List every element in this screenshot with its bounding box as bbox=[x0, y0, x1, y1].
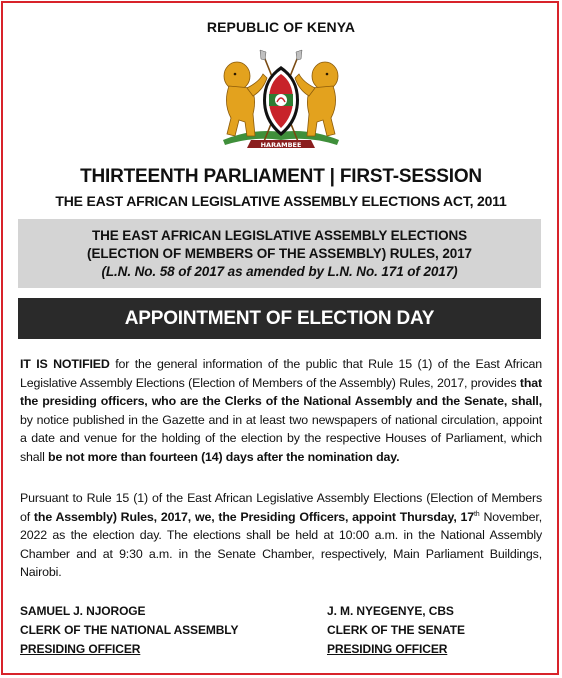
notice-paragraph-2 bbox=[20, 489, 542, 582]
signatory-left-title: CLERK OF THE NATIONAL ASSEMBLY bbox=[20, 623, 239, 637]
signatory-left-role: PRESIDING OFFICER bbox=[20, 642, 141, 656]
p1-text-1: for the general information of the public that Rule 15 (1) of the East African Legislative Assembly Elections (Election of Members of the Assembly) Rules, 2017, provides bbox=[20, 357, 542, 390]
p2-superscript: th bbox=[474, 510, 480, 518]
p2-text-1: Pursuant to Rule 15 (1) of the East African Legislative Assembly Elections (Election of Members of bbox=[20, 491, 542, 524]
signatory-right-role: PRESIDING OFFICER bbox=[327, 642, 448, 656]
rules-box bbox=[18, 219, 541, 288]
p2-text-2: November, 2022 as the election day. The elections shall be held at 10:00 a.m. in the National Assembly Chamber and at 9:30 a.m. in the Senate Chamber, respectively, Main Parliament Buildings, Nairobi. bbox=[20, 509, 543, 580]
signatory-left bbox=[20, 602, 238, 659]
p1-bold-1: that the presiding officers, who are the Clerks of the National Assembly and the Senate, shall, bbox=[20, 375, 542, 409]
notified-lead: IT IS NOTIFIED bbox=[20, 357, 110, 371]
notice-title: APPOINTMENT OF ELECTION DAY bbox=[18, 298, 541, 339]
rules-line-1: THE EAST AFRICAN LEGISLATIVE ASSEMBLY ELECTIONS bbox=[91, 228, 468, 243]
act-title: THE EAST AFRICAN LEGISLATIVE ASSEMBLY ELECTIONS ACT, 2011 bbox=[55, 193, 507, 209]
republic-heading: REPUBLIC OF KENYA bbox=[206, 19, 356, 35]
rules-line-2: (ELECTION OF MEMBERS OF THE ASSEMBLY) RULES, 2017 bbox=[87, 246, 472, 261]
p1-text-2: by notice published in the Gazette and in at least two newspapers of national circulation, appoint a date and venue for the holding of the election by the respective Houses of Parliament, which shall bbox=[20, 412, 542, 464]
p1-bold-2: be not more than fourteen (14) days after the nomination day. bbox=[48, 449, 400, 464]
signatory-right-name: J. M. NYEGENYE, CBS bbox=[327, 604, 454, 618]
emblem-motto: HARAMBEE bbox=[260, 141, 302, 149]
signatory-left-name: SAMUEL J. NJOROGE bbox=[20, 604, 146, 618]
signatory-right bbox=[327, 602, 465, 659]
p2-bold-1: the Assembly) Rules, 2017, we, the Presiding Officers, appoint Thursday, 17 bbox=[33, 509, 475, 524]
signatory-right-title: CLERK OF THE SENATE bbox=[327, 623, 465, 637]
kenya-coat-of-arms-icon bbox=[213, 48, 349, 156]
rules-line-3: (L.N. No. 58 of 2017 as amended by L.N. No. 171 of 2017) bbox=[101, 264, 458, 279]
notice-paragraph-1 bbox=[20, 355, 542, 467]
parliament-session: THIRTEENTH PARLIAMENT | FIRST-SESSION bbox=[80, 166, 482, 187]
